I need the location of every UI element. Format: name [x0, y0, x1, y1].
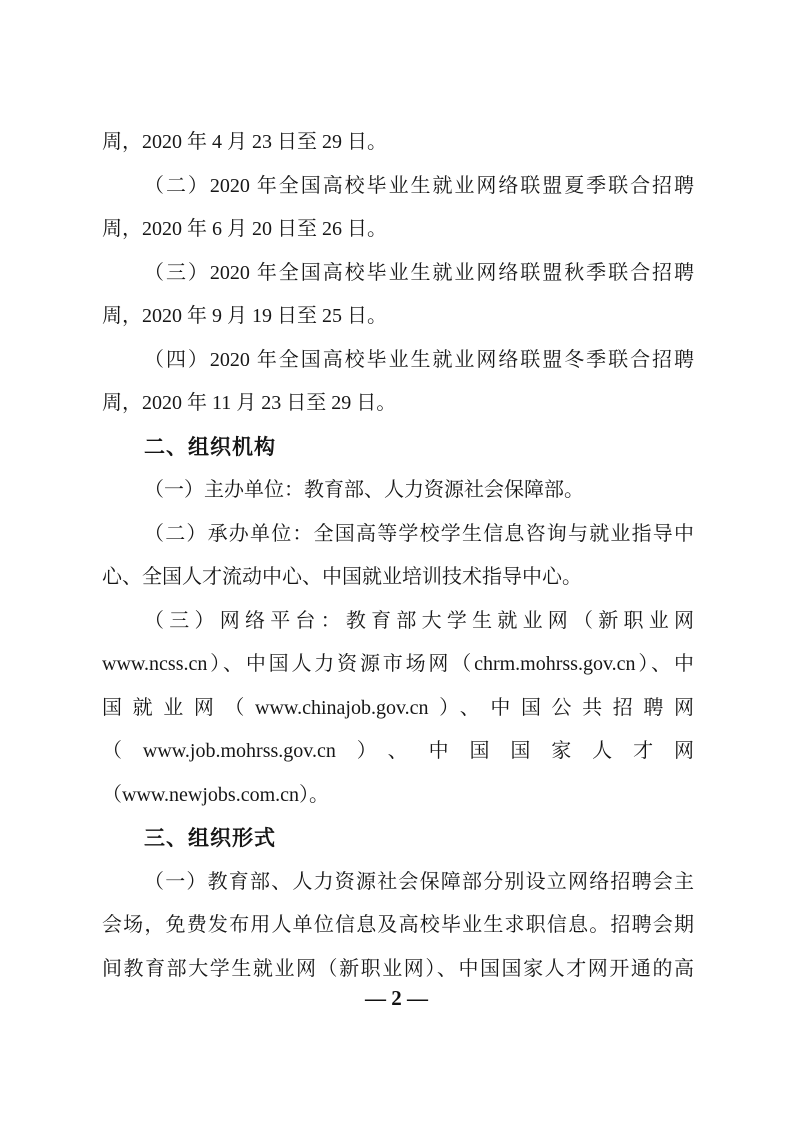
text-line: （www.newjobs.com.cn）。 [102, 783, 330, 806]
text-line: 周，2020 年 11 月 23 日至 29 日。 [102, 392, 397, 414]
text-line: （一）教育部、人力资源社会保障部分别设立网络招聘会主 [144, 870, 694, 893]
document-body [102, 121, 694, 991]
page-number: — 2 — [365, 986, 428, 1010]
text-line: （一）主办单位：教育部、人力资源社会保障部。 [144, 479, 584, 501]
text-line: 间教育部大学生就业网（新职业网）、中国国家人才网开通的高 [102, 957, 694, 980]
text-line: 心、全国人才流动中心、中国就业培训技术指导中心。 [102, 566, 582, 588]
text-line: 会场，免费发布用人单位信息及高校毕业生求职信息。招聘会期 [102, 914, 694, 936]
text-line: （三）2020 年全国高校毕业生就业网络联盟秋季联合招聘 [144, 261, 694, 284]
text-line: www.ncss.cn）、中国人力资源市场网（chrm.mohrss.gov.cn）、中 [102, 653, 694, 675]
text-line: 周，2020 年 4 月 23 日至 29 日。 [102, 131, 387, 153]
text-line: （二）承办单位：全国高等学校学生信息咨询与就业指导中 [144, 522, 694, 545]
section-heading: 二、组织机构 [144, 435, 276, 459]
text-line: 周，2020 年 6 月 20 日至 26 日。 [102, 218, 387, 240]
section-heading: 三、组织形式 [144, 827, 276, 850]
text-line: （四）2020 年全国高校毕业生就业网络联盟冬季联合招聘 [144, 348, 694, 371]
text-line: 国就业网（www.chinajob.gov.cn）、中国公共招聘网 [102, 696, 694, 719]
text-line: 周，2020 年 9 月 19 日至 25 日。 [102, 305, 387, 327]
text-line: （www.job.mohrss.gov.cn）、中国国家人才网 [102, 740, 694, 762]
text-line: （二）2020 年全国高校毕业生就业网络联盟夏季联合招聘 [144, 174, 694, 197]
text-line: （三）网络平台：教育部大学生就业网（新职业网 [144, 609, 694, 632]
